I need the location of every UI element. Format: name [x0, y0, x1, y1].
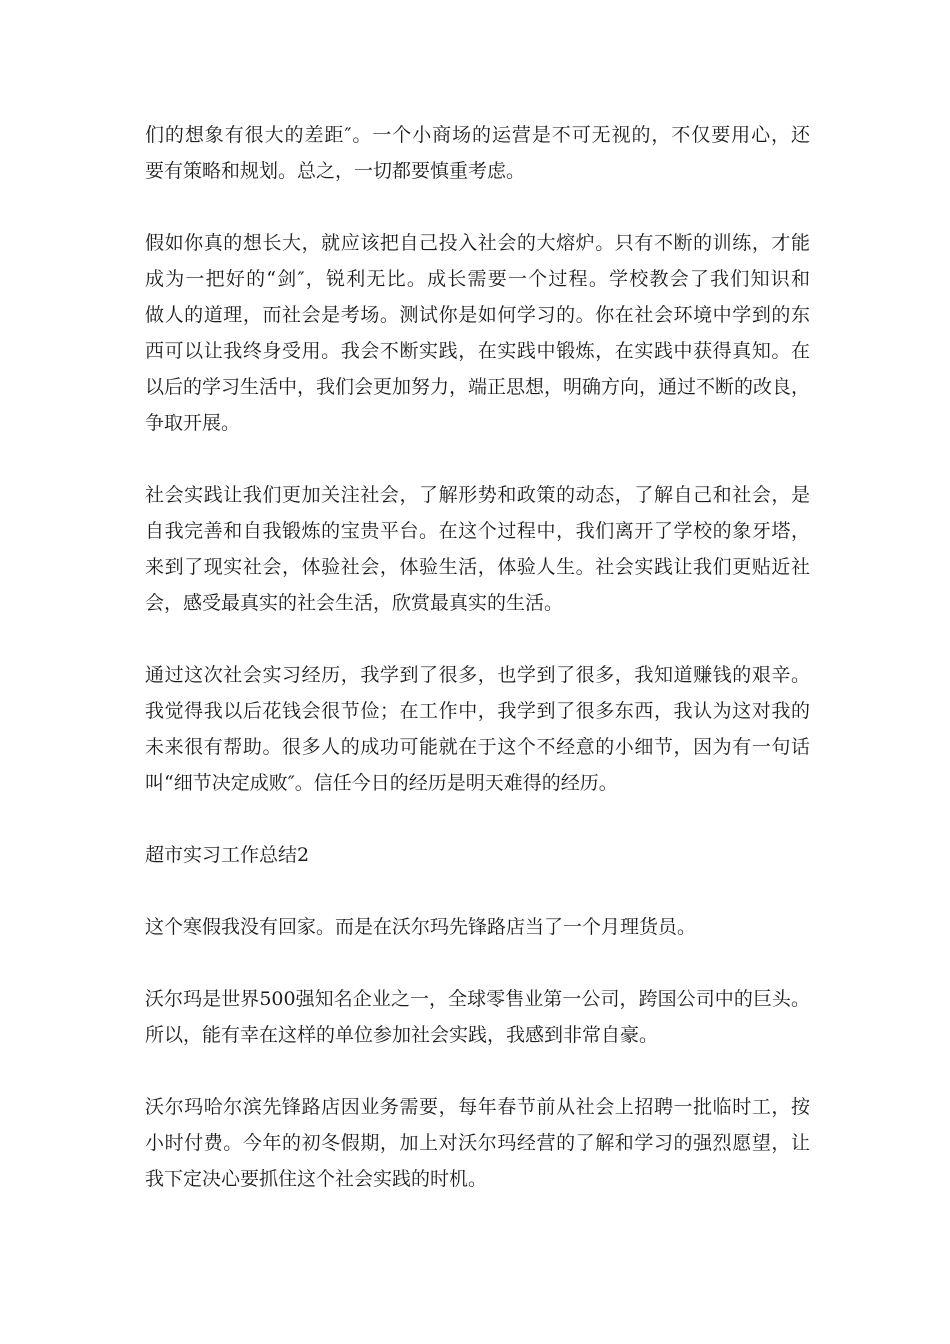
text-line: 这个寒假我没有回家。而是在沃尔玛先锋路店当了一个月理货员。 — [145, 916, 697, 938]
text-line: 成为一把好的“剑″，锐利无比。成长需要一个过程。学校教会了我们知识和 — [145, 268, 810, 290]
text-line: 自我完善和自我锻炼的宝贵平台。在这个过程中，我们离开了学校的象牙塔， — [145, 520, 810, 542]
text-line: 我下定决心要抓住这个社会实践的时机。 — [145, 1168, 488, 1190]
text-line: 争取开展。 — [145, 412, 241, 434]
text-line: 会，感受最真实的社会生活，欣赏最真实的生活。 — [145, 592, 564, 614]
text-line: 做人的道理，而社会是考场。测试你是如何学习的。你在社会环境中学到的东 — [145, 304, 810, 326]
paragraph — [145, 117, 810, 189]
paragraph — [145, 1089, 810, 1197]
text-line: 我觉得我以后花钱会很节俭；在工作中，我学到了很多东西，我认为这对我的 — [145, 700, 810, 722]
text-line: 假如你真的想长大，就应该把自己投入社会的大熔炉。只有不断的训练，才能 — [145, 232, 810, 254]
text-line: 所以，能有幸在这样的单位参加社会实践，我感到非常自豪。 — [145, 1024, 659, 1046]
text-line: 小时付费。今年的初冬假期，加上对沃尔玛经营的了解和学习的强烈愿望，让 — [145, 1132, 810, 1154]
text-line: 超市实习工作总结2 — [145, 844, 310, 866]
text-line: 未来很有帮助。很多人的成功可能就在于这个不经意的小细节，因为有一句话 — [145, 736, 810, 758]
text-line: 来到了现实社会，体验社会，体验生活，体验人生。社会实践让我们更贴近社 — [145, 556, 810, 578]
paragraph — [145, 837, 810, 873]
text-line: 们的想象有很大的差距″。一个小商场的运营是不可无视的，不仅要用心，还 — [145, 124, 810, 146]
text-line: 以后的学习生活中，我们会更加努力，端正思想，明确方向，通过不断的改良， — [145, 376, 810, 398]
text-line: 西可以让我终身受用。我会不断实践，在实践中锻炼，在实践中获得真知。在 — [145, 340, 810, 362]
paragraph-list — [145, 117, 810, 1197]
paragraph — [145, 225, 810, 441]
text-line: 沃尔玛哈尔滨先锋路店因业务需要，每年春节前从社会上招聘一批临时工，按 — [145, 1096, 810, 1118]
paragraph — [145, 909, 810, 945]
document-page — [145, 117, 810, 1233]
text-line: 叫“细节决定成败″。信任今日的经历是明天难得的经历。 — [145, 772, 618, 794]
text-line: 通过这次社会实习经历，我学到了很多，也学到了很多，我知道赚钱的艰辛。 — [145, 664, 810, 686]
text-line: 社会实践让我们更加关注社会，了解形势和政策的动态，了解自己和社会，是 — [145, 484, 810, 506]
paragraph — [145, 477, 810, 621]
paragraph — [145, 657, 810, 801]
paragraph — [145, 981, 810, 1053]
text-line: 要有策略和规划。总之，一切都要慎重考虑。 — [145, 160, 526, 182]
text-line: 沃尔玛是世界500强知名企业之一，全球零售业第一公司，跨国公司中的巨头。 — [145, 988, 810, 1010]
